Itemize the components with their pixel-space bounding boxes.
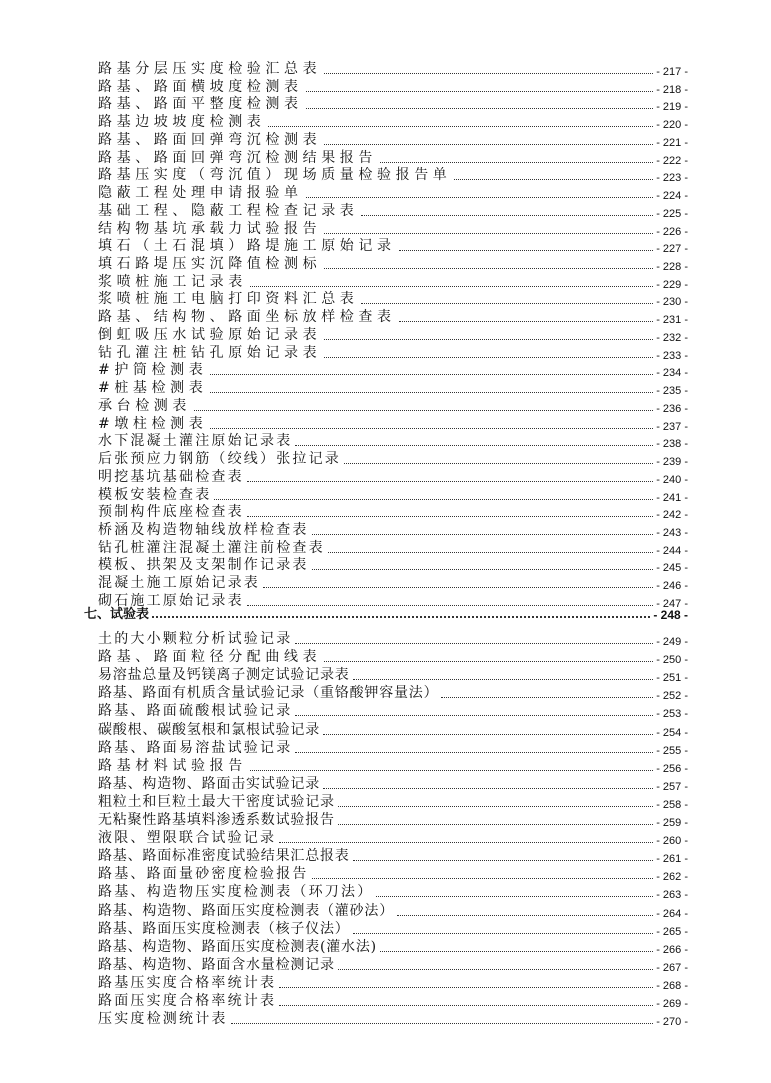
toc-page-number: - 229 -: [656, 279, 688, 291]
toc-entry-title: 路基、结构物、路面坐标放样检查表: [98, 309, 396, 325]
toc-page-number: - 258 -: [656, 799, 688, 811]
toc-entry-title: 易溶盐总量及钙镁离子测定试验记录表: [98, 667, 350, 683]
toc-page-number: - 242 -: [656, 509, 688, 521]
dot-leader: [376, 896, 653, 897]
toc-entry-title: 路基、路面粒径分配曲线表: [98, 649, 322, 665]
toc-entry-title: #墩柱检测表: [98, 416, 208, 432]
toc-page-number: - 252 -: [656, 690, 688, 702]
toc-page-number: - 222 -: [656, 155, 688, 167]
dot-leader: [250, 286, 653, 287]
toc-page-number: - 255 -: [656, 745, 688, 757]
dot-leader: [306, 91, 654, 92]
toc-page-number: - 234 -: [656, 367, 688, 379]
dot-leader: [353, 860, 654, 861]
toc-page-number: - 228 -: [656, 261, 688, 273]
toc-entry[interactable]: [98, 1010, 688, 1028]
toc-entry-title: 液限、塑限联合试验记录: [98, 830, 277, 846]
toc-entry-title: 浆喷桩施工记录表: [98, 274, 247, 290]
dot-leader: [323, 734, 653, 735]
toc-section-heading[interactable]: [84, 604, 688, 622]
dot-leader: [312, 878, 654, 879]
toc-page-number: - 246 -: [656, 580, 688, 592]
toc-entry-title: 后张预应力钢筋（绞线）张拉记录: [98, 451, 341, 467]
toc-entry-title: 路基压实度合格率统计表: [98, 975, 277, 991]
dot-leader: [353, 679, 654, 680]
toc-page-number: - 227 -: [656, 243, 688, 255]
toc-page-number: - 236 -: [656, 403, 688, 415]
dot-leader: [247, 516, 653, 517]
toc-entry-title: 路基、路面标准密度试验结果汇总报表: [98, 848, 350, 864]
dot-leader: [312, 534, 654, 535]
toc-entry-title: 填石路堤压实沉降值检测标: [98, 256, 322, 272]
toc-entry-title: 砌石施工原始记录表: [98, 593, 244, 609]
toc-page-number: - 262 -: [656, 871, 688, 883]
dot-leader: [210, 428, 653, 429]
dot-leader: [152, 616, 650, 618]
toc-entry-title: 路基、路面有机质含量试验记录（重铬酸钾容量法）: [98, 685, 439, 701]
toc-entry-title: 路基、路面回弹弯沉检测结果报告: [98, 150, 377, 166]
toc-entry-title: 路基、构造物、路面压实度检测表(灌水法): [98, 939, 377, 955]
toc-entry-title: 压实度检测统计表: [98, 1011, 228, 1027]
toc-page-number: - 233 -: [656, 350, 688, 362]
dot-leader: [324, 339, 653, 340]
toc-entry-title: 土的大小颗粒分析试验记录: [98, 631, 293, 647]
toc-entry-title: 路基、路面横坡度检测表: [98, 79, 303, 95]
toc-page-number: - 232 -: [656, 332, 688, 344]
toc-entry-title: 路基、构造物压实度检测表（环刀法）: [98, 884, 374, 900]
toc-entry-title: 路基、构造物、路面含水量检测记录: [98, 957, 335, 973]
toc-entry-title: 路基、路面硫酸根试验记录: [98, 703, 293, 719]
dot-leader: [380, 951, 653, 952]
toc-entry-title: 模板安装检查表: [98, 487, 212, 503]
toc-entry-title: 倒虹吸压水试验原始记录表: [98, 327, 322, 343]
dot-leader: [324, 233, 653, 234]
toc-entry-title: 桥涵及构造物轴线放样检查表: [98, 522, 309, 538]
toc-entry-title: #护筒检测表: [98, 362, 208, 378]
dot-leader: [397, 915, 653, 916]
toc-entry[interactable]: [98, 883, 688, 901]
toc-page-number: - 263 -: [656, 889, 688, 901]
toc-page-number: - 241 -: [656, 492, 688, 504]
toc-page-number: - 219 -: [656, 101, 688, 113]
toc-page-number: - 245 -: [656, 562, 688, 574]
toc-entry-title: 钻孔灌注桩钻孔原始记录表: [98, 345, 322, 361]
dot-leader: [353, 933, 654, 934]
dot-leader: [295, 752, 653, 753]
toc-page-number: - 217 -: [656, 66, 688, 78]
toc-entry-title: 承台检测表: [98, 398, 191, 414]
toc-page-number: - 268 -: [656, 980, 688, 992]
toc-entry-title: 碳酸根、碳酸氢根和氯根试验记录: [98, 722, 320, 738]
toc-entry-title: #桩基检测表: [98, 380, 208, 396]
toc-entry-title: 路基压实度（弯沉值）现场质量检验报告单: [98, 167, 452, 183]
toc-entry-title: 粗粒土和巨粒土最大干密度试验记录: [98, 794, 335, 810]
dot-leader: [263, 587, 653, 588]
toc-entry-title: 路基材料试验报告: [98, 758, 247, 774]
toc-entry[interactable]: [98, 702, 688, 720]
dot-leader: [328, 552, 653, 553]
toc-page-number: - 257 -: [656, 781, 688, 793]
toc-page-number: - 261 -: [656, 853, 688, 865]
toc-entry-title: 无粘聚性路基填料渗透系数试验报告: [98, 812, 335, 828]
toc-page-number: - 221 -: [656, 137, 688, 149]
dot-leader: [306, 108, 654, 109]
dot-leader: [194, 410, 653, 411]
toc-entry-title: 浆喷桩施工电脑打印资料汇总表: [98, 291, 359, 307]
toc-page-number: - 237 -: [656, 421, 688, 433]
toc-entry-title: 路基、构造物、路面压实度检测表（灌砂法）: [98, 903, 394, 919]
toc-page-number: - 253 -: [656, 708, 688, 720]
toc-page-number: - 230 -: [656, 296, 688, 308]
toc-entry-title: 路面压实度合格率统计表: [98, 993, 277, 1009]
dot-leader: [210, 374, 653, 375]
dot-leader: [312, 569, 654, 570]
toc-entry-title: 路基、路面回弹弯沉检测表: [98, 132, 322, 148]
dot-leader: [279, 1005, 653, 1006]
toc-page-number: - 265 -: [656, 926, 688, 938]
dot-leader: [250, 770, 653, 771]
toc-page-number: - 259 -: [656, 817, 688, 829]
dot-leader: [324, 357, 653, 358]
dot-leader: [279, 842, 653, 843]
dot-leader: [295, 715, 653, 716]
toc-page-number: - 256 -: [656, 763, 688, 775]
dot-leader: [338, 806, 653, 807]
toc-page-number: - 231 -: [656, 314, 688, 326]
toc-entry-title: 模板、拱架及支架制作记录表: [98, 557, 309, 573]
toc-page-number: - 269 -: [656, 998, 688, 1010]
dot-leader: [361, 303, 653, 304]
toc-page-number: - 254 -: [656, 727, 688, 739]
toc-page-number: - 239 -: [656, 456, 688, 468]
dot-leader: [247, 481, 653, 482]
toc-page-number: - 266 -: [656, 944, 688, 956]
toc-page-number: - 260 -: [656, 835, 688, 847]
dot-leader: [344, 463, 653, 464]
toc-entry-title: 隐蔽工程处理申请报验单: [98, 185, 303, 201]
dot-leader: [306, 197, 654, 198]
dot-leader: [338, 969, 653, 970]
toc-page-number: - 223 -: [656, 172, 688, 184]
dot-leader: [399, 250, 654, 251]
dot-leader: [295, 445, 653, 446]
dot-leader: [441, 697, 653, 698]
toc-entry-title: 路基、路面量砂密度检验报告: [98, 866, 309, 882]
toc-entry-title: 预制构件底座检查表: [98, 504, 244, 520]
dot-leader: [361, 215, 653, 216]
toc-page-number: - 243 -: [656, 527, 688, 539]
toc-entry-title: 七、试验表: [84, 607, 150, 622]
toc-page-number: - 250 -: [656, 654, 688, 666]
dot-leader: [279, 987, 653, 988]
toc-entry-title: 路基、路面易溶盐试验记录: [98, 740, 293, 756]
toc-page-number: - 225 -: [656, 208, 688, 220]
dot-leader: [324, 144, 653, 145]
toc-page-number: - 249 -: [656, 636, 688, 648]
toc-page-number: - 248 -: [653, 608, 688, 622]
toc-entry-title: 基础工程、隐蔽工程检查记录表: [98, 203, 359, 219]
toc-entry-title: 路基、构造物、路面击实试验记录: [98, 776, 320, 792]
toc-entry-title: 明挖基坑基础检查表: [98, 469, 244, 485]
toc-page-number: - 238 -: [656, 438, 688, 450]
toc-entry-title: 水下混凝土灌注原始记录表: [98, 433, 293, 449]
dot-leader: [399, 321, 654, 322]
toc-page-number: - 218 -: [656, 84, 688, 96]
toc-entry-title: 路基、路面平整度检测表: [98, 96, 303, 112]
toc-entry-title: 路基、路面压实度检测表（核子仪法）: [98, 921, 350, 937]
dot-leader: [324, 661, 653, 662]
dot-leader: [210, 392, 653, 393]
toc-page-number: - 244 -: [656, 545, 688, 557]
toc-page-number: - 235 -: [656, 385, 688, 397]
toc-page-number: - 240 -: [656, 474, 688, 486]
toc-page-number: - 270 -: [656, 1016, 688, 1028]
dot-leader: [380, 162, 653, 163]
toc-entry-title: 混凝土施工原始记录表: [98, 575, 260, 591]
dot-leader: [324, 73, 653, 74]
toc-page-number: - 224 -: [656, 190, 688, 202]
dot-leader: [214, 499, 653, 500]
dot-leader: [454, 179, 653, 180]
toc-entry-title: 路基边坡坡度检测表: [98, 114, 266, 130]
toc-page-number: - 264 -: [656, 908, 688, 920]
toc-page-number: - 226 -: [656, 226, 688, 238]
dot-leader: [323, 788, 653, 789]
toc-entry-title: 填石（土石混填）路堤施工原始记录: [98, 238, 396, 254]
dot-leader: [338, 824, 653, 825]
dot-leader: [295, 643, 653, 644]
toc-page-number: - 247 -: [656, 598, 688, 610]
toc-entry-title: 路基分层压实度检验汇总表: [98, 61, 322, 77]
toc-entry-title: 结构物基坑承载力试验报告: [98, 221, 322, 237]
dot-leader: [231, 1023, 654, 1024]
toc-entry-title: 钻孔桩灌注混凝土灌注前检查表: [98, 540, 325, 556]
dot-leader: [324, 268, 653, 269]
toc-page-number: - 267 -: [656, 962, 688, 974]
toc-page-number: - 251 -: [656, 672, 688, 684]
dot-leader: [268, 126, 653, 127]
toc-page-number: - 220 -: [656, 119, 688, 131]
